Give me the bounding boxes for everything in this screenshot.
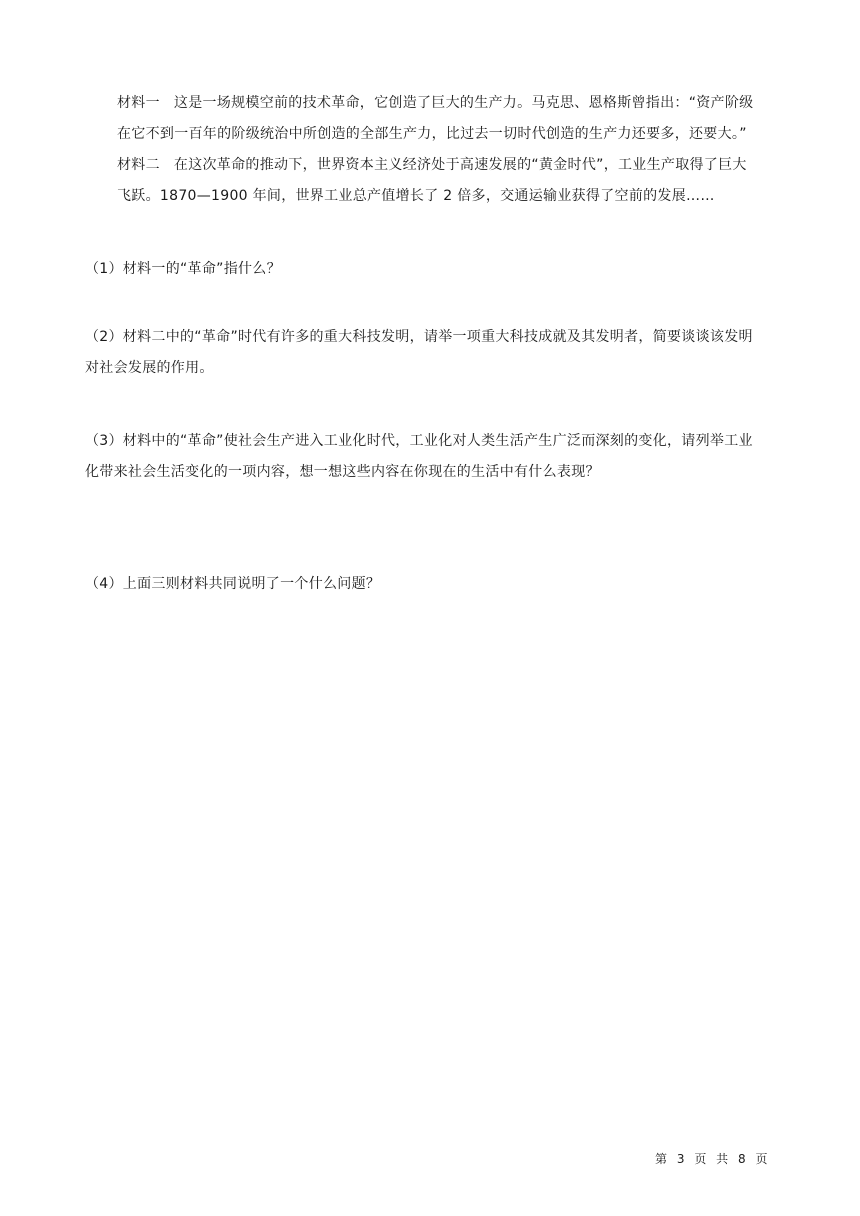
- footer-text-gong: 共: [716, 1152, 730, 1166]
- question-1-line-1: （1）材料一的“革命”指什么？: [85, 261, 281, 277]
- material-one-label: 材料一: [117, 95, 160, 111]
- question-4-line-1: （4）上面三则材料共同说明了一个什么问题？: [85, 576, 381, 592]
- question-3-line-1: （3）材料中的“革命”使社会生产进入工业化时代，工业化对人类生活产生广泛而深刻的变化，请列举工业: [85, 433, 753, 449]
- page-footer: [655, 1150, 772, 1167]
- question-2-line-2: 对社会发展的作用。: [85, 360, 214, 376]
- material-one-text-1: 这是一场规模空前的技术革命，它创造了巨大的生产力。马克思、恩格斯曾指出：“资产阶级: [173, 95, 754, 111]
- question-1: [85, 254, 785, 285]
- material-two-text-2: 飞跃。1870—1900 年间，世界工业总产值增长了 2 倍多，交通运输业获得了空前的发展……: [117, 188, 715, 204]
- material-two-line-1: [117, 150, 787, 181]
- footer-text-ye-2: 页: [755, 1152, 769, 1166]
- material-two-label: 材料二: [117, 157, 160, 173]
- material-two-line-2: [117, 181, 787, 212]
- question-3: [85, 426, 785, 488]
- material-one-text-2: 在它不到一百年的阶级统治中所创造的全部生产力，比过去一切时代创造的生产力还要多，还要大。”: [117, 126, 747, 142]
- question-4: [85, 569, 785, 600]
- footer-text-ye: 页: [694, 1152, 708, 1166]
- material-one-line-2: [117, 119, 787, 150]
- question-2-line-1: （2）材料二中的“革命”时代有许多的重大科技发明，请举一项重大科技成就及其发明者，简要谈谈该发明: [85, 329, 753, 345]
- footer-text-di: 第: [655, 1152, 669, 1166]
- total-pages-number: 8: [738, 1152, 747, 1166]
- question-2: [85, 322, 785, 384]
- material-two-text-1: 在这次革命的推动下，世界资本主义经济处于高速发展的“黄金时代”，工业生产取得了巨大: [173, 157, 747, 173]
- question-3-line-2: 化带来社会生活变化的一项内容，想一想这些内容在你现在的生活中有什么表现？: [85, 464, 600, 480]
- current-page-number: 3: [676, 1152, 686, 1166]
- materials-section: [117, 88, 787, 212]
- material-one-line-1: [117, 88, 787, 119]
